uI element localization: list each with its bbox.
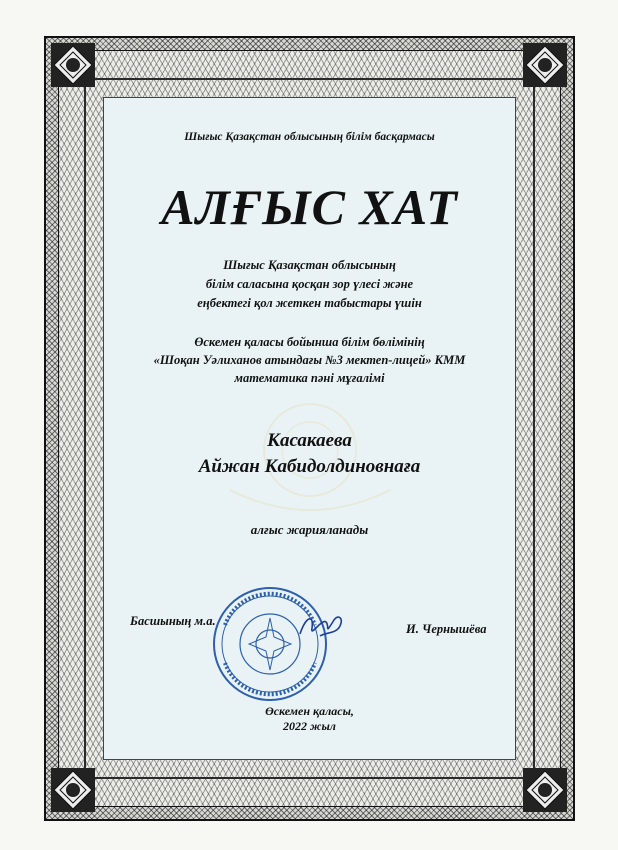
signatory-title: Басшының м.а.	[130, 614, 216, 628]
issue-place: Өскемен қаласы,	[265, 704, 354, 718]
reason-line: Шығыс Қазақстан облысының	[223, 258, 396, 272]
place-and-year	[103, 704, 516, 734]
announcement-text: алғыс жарияланады	[250, 522, 369, 537]
corner-ornament-bottom-right	[522, 767, 568, 813]
recipient-given-name: Айжан Кабидолдиновнаға	[198, 456, 421, 477]
award-reason	[103, 256, 516, 313]
official-seal	[211, 585, 329, 703]
reason-line: білім саласына қосқан зор үлесі және	[205, 277, 414, 291]
recipient-name	[103, 428, 516, 480]
certificate-title: АЛҒЫС ХАТ	[161, 179, 458, 235]
recipient-position	[103, 333, 516, 387]
corner-ornament-bottom-left	[50, 767, 96, 813]
position-line: математика пәні мұғалімі	[234, 371, 385, 385]
corner-ornament-top-right	[522, 42, 568, 88]
recipient-surname: Касакаева	[267, 430, 352, 451]
issuing-organization: Шығыс Қазақстан облысының білім басқармасы	[184, 131, 435, 143]
handwritten-signature	[296, 608, 348, 642]
issue-year: 2022 жыл	[283, 719, 336, 733]
reason-line: еңбектегі қол жеткен табыстары үшін	[197, 296, 422, 310]
corner-ornament-top-left	[50, 42, 96, 88]
position-line: «Шоқан Уәлиханов атындағы №3 мектеп-лицей» КММ	[153, 353, 466, 367]
signatory-name: И. Чернышёва	[406, 622, 487, 636]
position-line: Өскемен қаласы бойынша білім бөлімінің	[194, 335, 425, 349]
